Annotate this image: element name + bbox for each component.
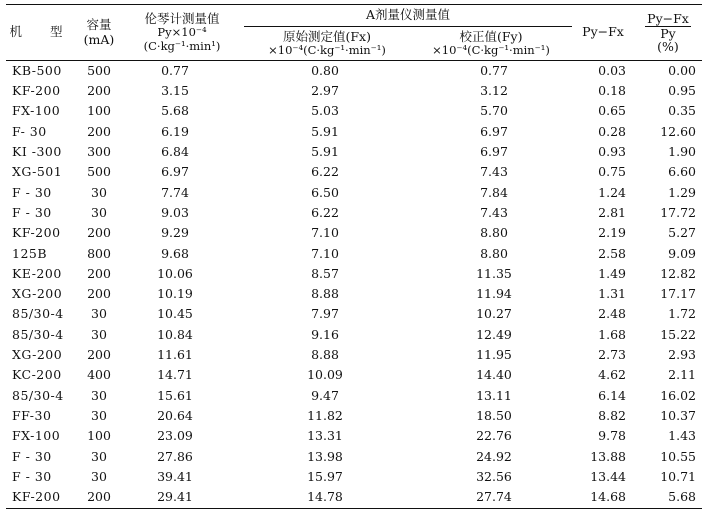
cell-percent: 0.00 xyxy=(668,62,696,78)
cell-roentgen-value: 6.84 xyxy=(161,144,189,160)
table-row xyxy=(6,203,702,223)
cell-model: KB-500 xyxy=(12,62,62,78)
cell-roentgen-value: 5.68 xyxy=(161,103,189,119)
cell-corrected-value: 24.92 xyxy=(476,448,512,464)
cell-roentgen-value: 10.84 xyxy=(157,326,193,342)
cell-corrected-value: 7.43 xyxy=(480,164,508,180)
cell-corrected-value: 13.11 xyxy=(476,387,512,403)
cell-capacity: 200 xyxy=(87,123,111,139)
table-body xyxy=(6,61,702,509)
cell-roentgen-value: 6.97 xyxy=(161,164,189,180)
cell-percent: 6.60 xyxy=(668,164,696,180)
cell-raw-value: 14.78 xyxy=(244,487,410,508)
cell-model: 85/30-4 xyxy=(12,326,64,342)
cell-corrected-value: 32.56 xyxy=(476,468,512,484)
cell-roentgen-value: 9.03 xyxy=(161,204,189,220)
cell-capacity: 30 xyxy=(91,387,107,403)
cell-model: KC-200 xyxy=(12,367,62,383)
cell-percent: 17.72 xyxy=(660,204,696,220)
cell-corrected-value: 0.77 xyxy=(480,62,508,78)
cell-model: KF-200 xyxy=(12,225,61,241)
cell-raw-value: 11.82 xyxy=(307,407,343,423)
cell-difference: 1.31 xyxy=(598,286,626,302)
cell-percent: 1.72 xyxy=(668,306,696,322)
cell-difference: 9.78 xyxy=(598,428,626,444)
header-roentgen-meter xyxy=(120,5,244,61)
cell-capacity: 30 xyxy=(91,407,107,423)
table-header xyxy=(6,5,702,61)
cell-capacity: 800 xyxy=(87,245,111,261)
cell-difference: 1.49 xyxy=(598,265,626,281)
cell-percent: 10.71 xyxy=(660,468,696,484)
cell-raw-value: 7.97 xyxy=(311,306,339,322)
header-capacity-label: 容量 xyxy=(86,17,112,33)
header-capacity-unit: (mA) xyxy=(83,31,115,47)
header-a-dosimeter-group: A剂量仪测量值 xyxy=(244,5,572,27)
cell-percent: 5.68 xyxy=(634,487,702,508)
cell-model: FX-100 xyxy=(12,103,61,119)
cell-model: FF-30 xyxy=(12,407,52,423)
cell-corrected-value: 8.80 xyxy=(480,245,508,261)
cell-raw-value: 9.16 xyxy=(311,326,339,342)
cell-raw-value: 5.91 xyxy=(311,144,339,160)
cell-model: F- 30 xyxy=(12,123,47,139)
cell-roentgen-value: 7.74 xyxy=(161,184,189,200)
cell-capacity: 200 xyxy=(87,347,111,363)
cell-roentgen-value: 20.64 xyxy=(157,407,193,423)
cell-difference: 14.68 xyxy=(572,487,634,508)
cell-raw-value: 5.91 xyxy=(311,123,339,139)
cell-difference: 4.62 xyxy=(598,367,626,383)
table-row xyxy=(6,487,702,508)
header-model: 机 型 xyxy=(6,5,78,61)
table-row xyxy=(6,162,702,182)
cell-corrected-value: 27.74 xyxy=(410,487,572,508)
cell-raw-value: 6.50 xyxy=(311,184,339,200)
table-row xyxy=(6,406,702,426)
cell-capacity: 200 xyxy=(87,265,111,281)
header-corrected-title: 校正值(Fy) xyxy=(459,28,523,44)
cell-difference: 6.14 xyxy=(598,387,626,403)
cell-percent: 10.37 xyxy=(660,407,696,423)
cell-model: 125B xyxy=(12,245,48,261)
cell-difference: 0.65 xyxy=(598,103,626,119)
percent-denominator: Py xyxy=(660,25,676,41)
cell-corrected-value: 5.70 xyxy=(480,103,508,119)
cell-percent: 1.29 xyxy=(668,184,696,200)
cell-model: KE-200 xyxy=(12,265,62,281)
cell-roentgen-value: 0.77 xyxy=(161,62,189,78)
table-row xyxy=(6,426,702,446)
cell-percent: 1.90 xyxy=(668,144,696,160)
cell-model: FX-100 xyxy=(12,428,61,444)
cell-corrected-value: 11.35 xyxy=(476,265,512,281)
cell-model: F - 30 xyxy=(12,184,52,200)
header-difference: Py−Fx xyxy=(572,5,634,61)
cell-capacity: 300 xyxy=(87,144,111,160)
cell-roentgen-value: 23.09 xyxy=(157,428,193,444)
cell-raw-value: 8.57 xyxy=(311,265,339,281)
cell-capacity: 500 xyxy=(87,62,111,78)
cell-raw-value: 7.10 xyxy=(311,245,339,261)
table-row xyxy=(6,345,702,365)
cell-corrected-value: 10.27 xyxy=(476,306,512,322)
cell-difference: 2.81 xyxy=(598,204,626,220)
cell-difference: 0.18 xyxy=(598,83,626,99)
cell-difference: 0.75 xyxy=(598,164,626,180)
table-row xyxy=(6,61,702,82)
percent-fraction xyxy=(645,12,691,41)
percent-unit: (%) xyxy=(657,38,679,54)
cell-raw-value: 10.09 xyxy=(307,367,343,383)
table-row xyxy=(6,244,702,264)
cell-roentgen-value: 15.61 xyxy=(157,387,193,403)
cell-percent: 9.09 xyxy=(668,245,696,261)
cell-roentgen-value: 39.41 xyxy=(157,468,193,484)
cell-roentgen-value: 6.19 xyxy=(161,123,189,139)
table-row xyxy=(6,386,702,406)
cell-percent: 1.43 xyxy=(668,428,696,444)
cell-capacity: 500 xyxy=(87,164,111,180)
table-row xyxy=(6,264,702,284)
cell-model: 85/30-4 xyxy=(12,306,64,322)
cell-difference: 2.58 xyxy=(598,245,626,261)
cell-capacity: 30 xyxy=(91,468,107,484)
cell-model: F - 30 xyxy=(12,204,52,220)
cell-roentgen-value: 29.41 xyxy=(120,487,244,508)
cell-raw-value: 8.88 xyxy=(311,347,339,363)
cell-corrected-value: 18.50 xyxy=(476,407,512,423)
cell-capacity: 200 xyxy=(87,83,111,99)
header-raw-title: 原始测定值(Fx) xyxy=(283,28,371,44)
header-corrected-value xyxy=(410,27,572,61)
cell-capacity: 30 xyxy=(91,448,107,464)
cell-raw-value: 6.22 xyxy=(311,204,339,220)
header-roentgen-unit: (C·kg⁻¹·min¹) xyxy=(143,38,221,53)
header-corrected-unit: ×10⁻⁴(C·kg⁻¹·min⁻¹) xyxy=(432,43,550,58)
cell-capacity: 200 xyxy=(78,487,120,508)
cell-capacity: 30 xyxy=(91,184,107,200)
header-percent xyxy=(634,5,702,61)
table-row xyxy=(6,81,702,101)
cell-corrected-value: 7.43 xyxy=(480,204,508,220)
cell-raw-value: 2.97 xyxy=(311,83,339,99)
cell-difference: 2.19 xyxy=(598,225,626,241)
cell-difference: 0.03 xyxy=(598,62,626,78)
cell-roentgen-value: 9.68 xyxy=(161,245,189,261)
cell-roentgen-value: 14.71 xyxy=(157,367,193,383)
cell-percent: 5.27 xyxy=(668,225,696,241)
cell-corrected-value: 7.84 xyxy=(480,184,508,200)
cell-capacity: 200 xyxy=(87,286,111,302)
cell-model: KF-200 xyxy=(12,83,61,99)
cell-corrected-value: 11.94 xyxy=(476,286,512,302)
table-row xyxy=(6,305,702,325)
cell-capacity: 200 xyxy=(87,225,111,241)
table-row xyxy=(6,122,702,142)
table-row xyxy=(6,102,702,122)
cell-roentgen-value: 10.45 xyxy=(157,306,193,322)
cell-model: F - 30 xyxy=(12,468,52,484)
cell-capacity: 100 xyxy=(87,428,111,444)
cell-roentgen-value: 10.06 xyxy=(157,265,193,281)
cell-percent: 0.35 xyxy=(668,103,696,119)
cell-percent: 2.93 xyxy=(668,347,696,363)
cell-raw-value: 8.88 xyxy=(311,286,339,302)
header-roentgen-title: 伦琴计测量值 xyxy=(144,11,220,27)
cell-raw-value: 0.80 xyxy=(311,62,339,78)
table-row xyxy=(6,183,702,203)
cell-percent: 0.95 xyxy=(668,83,696,99)
cell-difference: 8.82 xyxy=(598,407,626,423)
measurement-table xyxy=(6,4,702,509)
table-row xyxy=(6,142,702,162)
cell-percent: 15.22 xyxy=(660,326,696,342)
cell-percent: 16.02 xyxy=(660,387,696,403)
cell-raw-value: 13.31 xyxy=(307,428,343,444)
cell-model: XG-200 xyxy=(12,347,63,363)
cell-difference: 2.73 xyxy=(598,347,626,363)
table-row xyxy=(6,284,702,304)
cell-model: XG-501 xyxy=(12,164,63,180)
cell-difference: 0.93 xyxy=(598,144,626,160)
cell-corrected-value: 3.12 xyxy=(480,83,508,99)
cell-difference: 0.28 xyxy=(598,123,626,139)
cell-difference: 1.24 xyxy=(598,184,626,200)
cell-raw-value: 7.10 xyxy=(311,225,339,241)
cell-raw-value: 13.98 xyxy=(307,448,343,464)
cell-raw-value: 6.22 xyxy=(311,164,339,180)
header-raw-value xyxy=(244,27,410,61)
cell-corrected-value: 6.97 xyxy=(480,123,508,139)
cell-roentgen-value: 10.19 xyxy=(157,286,193,302)
cell-model: F - 30 xyxy=(12,448,52,464)
cell-raw-value: 15.97 xyxy=(307,468,343,484)
cell-capacity: 100 xyxy=(87,103,111,119)
header-capacity xyxy=(78,5,120,61)
cell-corrected-value: 11.95 xyxy=(476,347,512,363)
cell-model: XG-200 xyxy=(12,286,63,302)
cell-capacity: 400 xyxy=(87,367,111,383)
cell-roentgen-value: 11.61 xyxy=(157,347,193,363)
table-row xyxy=(6,447,702,467)
cell-corrected-value: 14.40 xyxy=(476,367,512,383)
cell-model: 85/30-4 xyxy=(12,387,64,403)
cell-percent: 10.55 xyxy=(660,448,696,464)
cell-difference: 13.44 xyxy=(590,468,626,484)
cell-percent: 2.11 xyxy=(668,367,696,383)
cell-roentgen-value: 27.86 xyxy=(157,448,193,464)
cell-raw-value: 9.47 xyxy=(311,387,339,403)
cell-percent: 12.60 xyxy=(660,123,696,139)
cell-capacity: 30 xyxy=(91,204,107,220)
cell-corrected-value: 8.80 xyxy=(480,225,508,241)
header-raw-unit: ×10⁻⁴(C·kg⁻¹·min⁻¹) xyxy=(268,43,386,58)
header-roentgen-scale: Py×10⁻⁴ xyxy=(157,25,207,40)
cell-raw-value: 5.03 xyxy=(311,103,339,119)
table-row xyxy=(6,325,702,345)
table-row xyxy=(6,365,702,385)
cell-difference: 1.68 xyxy=(598,326,626,342)
cell-corrected-value: 12.49 xyxy=(476,326,512,342)
cell-difference: 2.48 xyxy=(598,306,626,322)
cell-corrected-value: 22.76 xyxy=(476,428,512,444)
cell-percent: 17.17 xyxy=(660,286,696,302)
cell-capacity: 30 xyxy=(91,306,107,322)
cell-model: KF-200 xyxy=(6,487,78,508)
table-row xyxy=(6,467,702,487)
cell-capacity: 30 xyxy=(91,326,107,342)
cell-model: KI -300 xyxy=(12,144,62,160)
cell-corrected-value: 6.97 xyxy=(480,144,508,160)
cell-roentgen-value: 9.29 xyxy=(161,225,189,241)
table-row xyxy=(6,223,702,243)
cell-percent: 12.82 xyxy=(660,265,696,281)
percent-numerator: Py−Fx xyxy=(647,11,689,26)
cell-difference: 13.88 xyxy=(590,448,626,464)
cell-roentgen-value: 3.15 xyxy=(161,83,189,99)
